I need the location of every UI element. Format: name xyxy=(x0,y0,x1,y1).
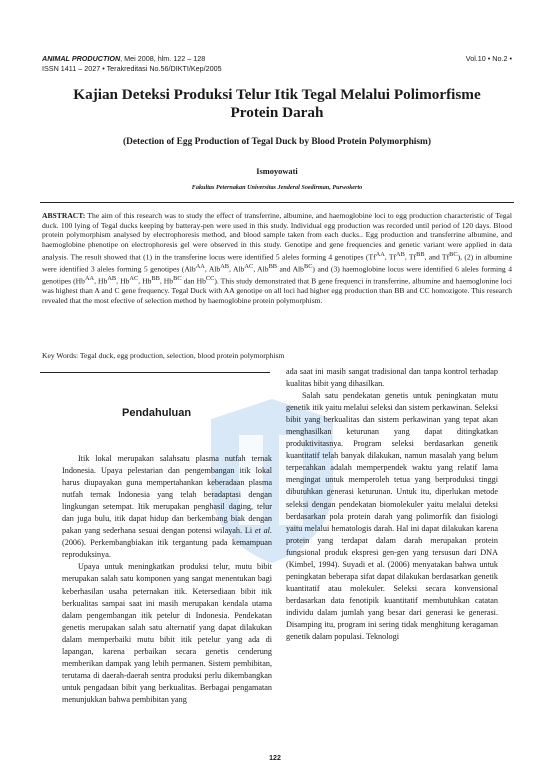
paper-title xyxy=(40,86,514,122)
right-paragraph-1: ada saat ini masih sangat tradisional dan tanpa kontrol terhadap kualitas bibit yang dihasilkan. xyxy=(286,367,498,389)
keywords xyxy=(42,351,512,361)
header-journal xyxy=(42,54,205,64)
section-heading-pendahuluan: Pendahuluan xyxy=(122,407,192,419)
left-paragraph-2: Upaya untuk meningkatkan produksi telur, mutu bibit merupakan salah satu komponen yang sangat menentukan bagi keberhasilan usaha peternakan itik. Ketersediaan bibit itik berkualitas sampai saat ini masih merupakan kendala utama dalam pengembangan itik petelur di Indonesia. Pendekatan genetis merupakan salah satu alternatif yang dapat dilakukan dalam memperbaiki mutu bibit itik petelur yang ada di lapangan, karena perbaikan secara genetis cenderung memberikan dampak yang lebih permanen. Sistem pembibitan, terutama di daerah-daerah sentra produksi perlu dikembangkan untuk pengadaan bibit yang berkualitas. Berbagai pengamatan menunjukkan bahwa pembibitan yang xyxy=(62,562,272,704)
abstract: ABSTRACT: The aim of this research was to study the effect of transferrine, albumine, and haemoglobine loci to egg production characteristic of Tegal duck. 100 lying of Tegal ducks keeping by batteray-pen were used in this study. Individual egg production was recorded until period of 120 days. Blood protein polymorphism analysed by electrophoresis method, and blood sample taken from each ducks.. Egg production and transferrine albumine, and haemoglobine phenotipe on electrophoresis gel were observed in this study. Genotipe and gene frequencies and genetic variant were applied in data analysis. The result showed that (1) in the transferine locus were identified 5 aleles forming 4 genotipes ($Tf^{AA}$, $Tf^{AB}$, $Tf^{BB}$, and $Tf^{BC}$), (2) in albumine were identified 3 aleles forming 5 genotipes (Alb$^{AA}$, Alb$^{AB}$, Alb$^{AC}$, Alb$^{BB}$ and Alb$^{BC}$) and (3) haemoglobine locus were identified 6 aleles forming 4 genotipes ($Hb^{AA}$, $Hb^{AB}$, $Hb^{AC}$, $Hb^{BB}$, $Hb^{BC}$ dan $Hb^{CC}$). This study demonstrated that B gene frequenci in transferrine, albumine and haemoglonine loci was highest than A and C gene frequency. Tegal Duck with AA genotipe on all loci had higher egg production than BB and CC homozigote. This research revealed that the most efective of selection method by haemoglobine protein polymorphism. xyxy=(42,211,513,305)
top-rule xyxy=(40,202,514,203)
title-line-1: Kajian Deteksi Produksi Telur Itik Tegal Melalui Polimorfisme xyxy=(73,86,481,103)
affiliation: Fakultas Peternakan Universitas Jenderal Soedirman, Purwokerto xyxy=(191,184,363,191)
keywords-text: Tegal duck, egg production, selection, blood protein polymorphism xyxy=(78,351,285,360)
abstract-body: The aim of this research was to study the effect of transferrine, albumine, and haemoglobine loci to egg production characteristic of Tegal duck. 100 lying of Tegal ducks keeping by batteray-pen were used in this study. Individual egg production was recorded until period of 120 days. Blood protein polymorphism analysed by electrophoresis method, and blood sample taken from each ducks.. Egg production and transferrine albumine, and haemoglobine phenotipe on electrophoresis gel were observed in this study. Genotipe and gene frequencies and genetic variant were applied in data analysis. The result showed that (1) in the transferine locus were identified 5 aleles forming 4 genotipes (Tf xyxy=(42,211,512,262)
author-name: Ismoyowati xyxy=(256,167,298,176)
journal-name: ANIMAL PRODUCTION xyxy=(42,54,121,63)
abstract-tail: ). This study demonstrated that B gene frequenci in transferrine, albumine and haemoglonine loci was highest than A and C gene frequency. Tegal Duck with AA genotipe on all loci had higher egg production than BB and CC homozigote. This research revealed that the most efective of selection method by haemoglobine protein polymorphism. xyxy=(42,276,513,305)
abstract-bottom-rule xyxy=(40,372,270,373)
left-column xyxy=(62,453,272,706)
page-number: 122 xyxy=(269,755,281,762)
title-line-2: Protein Darah xyxy=(230,104,324,121)
volume-info: Vol.10 • No.2 • xyxy=(465,54,512,63)
issn-line: ISSN 1411 – 2027 • Terakreditasi No.56/DIKTI/Kep/2005 xyxy=(42,64,222,73)
paper-subtitle: (Detection of Egg Production of Tegal Duck by Blood Protein Polymorphism) xyxy=(123,137,431,147)
right-paragraph-2: Salah satu pendekatan genetis untuk peningkatan mutu genetik itik yaitu melalui seleksi dan sistem perkawinan. Seleksi bibit yang berkualitas dan sistem perkawinan yang tepat akan menghasilkan keturunan yang dapat ditingkatkan produktivitasnya. Program seleksi berdasarkan genetik kuantitatif telah banyak dilakukan, namun masalah yang belum terpecahkan adalah memperpendek waktu yang relatif lama mengingat untuk memperoleh tetua yang berproduksi tinggi dibutuhkan generasi keturunan. Untuk itu, diperlukan metode seleksi dengan pendekatan biomolekuler yaitu melalui deteksi berdasarkan pola protein darah yang polimorfik dan fisiologi yaitu melalui hematologis darah. Hal ini dapat dilakukan karena protein yang terdapat dalam darah merupakan protein fungsional produk ekspresi gen-gen yang tersusun dari DNA (Kimbel, 1994). Suyadi et al. (2006) menyatakan bahwa untuk peningkatan beberapa sifat dapat dilakukan berdasarkan genetik kuantitatif atau molekuler. Seleksi secara konvensional berdasarkan data fenotipik kuantitatif membutuhkan catatan individu dalam jumlah yang besar dari generasi ke generasi. Disamping itu, program ini sering tidak menghitung keragaman genetik dalam populasi. Teknologi xyxy=(286,391,498,642)
abstract-label: ABSTRACT: xyxy=(42,211,86,220)
right-column xyxy=(286,366,498,643)
left-paragraph-1: Itik lokal merupakan salahsatu plasma nutfah ternak Indonesia. Upaya pelestarian dan pengembangan itik lokal harus diupayakan guna mempertahankan keberadaan plasma nutfah ternak Indonesia yang telah beradaptasi dengan lingkungan setempat. Itik merupakan penghasil daging, telur dan juga bulu, itik dapat hidup dan berkembang biak dengan pakan yang sederhana sesuai dengan potensi wilayah. Li et al. (2006). Perkembangbiakan itik tergantung pada kemampuan reproduksinya. xyxy=(62,454,272,560)
keywords-label: Key Words: xyxy=(42,351,79,360)
issue-info: , Mei 2008, hlm. 122 – 128 xyxy=(120,54,206,63)
